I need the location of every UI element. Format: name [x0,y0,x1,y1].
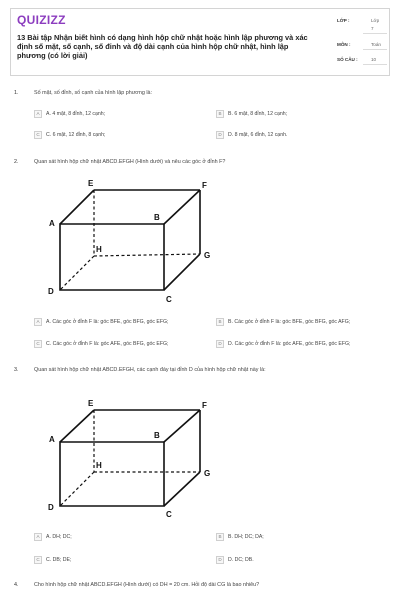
question-2-text: Quan sát hình hộp chữ nhật ABCD.EFGH (Hình dưới) và nêu các góc ở đỉnh F? [34,159,226,165]
vertex-a-label: A [49,219,55,228]
option-letter: B [216,110,224,118]
vertex-h-label: H [96,245,102,254]
question-3-text: Quan sát hình hộp chữ nhật ABCD.EFGH, các cạnh đáy tại đỉnh D của hình hộp chữ nhật này là: [34,367,266,373]
vertex-f-label: F [202,401,207,410]
option-text: D. DC; DB. [228,557,254,563]
question-2-option-d[interactable] [216,340,350,348]
option-letter: B [216,533,224,541]
question-1-option-d[interactable] [216,131,287,139]
worksheet-title: 13 Bài tập Nhận biết hình có dạng hình hộp chữ nhật hoặc hình lập phương và xác định số mặt, số cạnh, số đỉnh và độ dài cạnh của hình hộp chữ nhật, hình lập phương (có lời giải) [17,33,308,60]
question-3-option-c[interactable] [34,556,71,564]
option-letter: C [34,556,42,564]
question-1-option-c[interactable] [34,131,105,139]
count-value: 10 [371,57,377,62]
option-letter: B [216,318,224,326]
vertex-c-label: C [166,510,172,519]
vertex-e-label: E [88,179,94,188]
quizizz-logo: QUIZIZZ [17,13,66,27]
cuboid-figure-2 [44,396,224,520]
option-text: B. 6 mặt, 8 đỉnh, 12 cạnh; [228,111,288,117]
cuboid-solid-edges [60,410,200,506]
question-3-option-d[interactable] [216,556,254,564]
vertex-f-label: F [202,181,207,190]
subject-underline [363,49,387,50]
option-text: C. 6 mặt, 12 đỉnh, 8 cạnh; [46,132,106,138]
option-letter: D [216,556,224,564]
subject-label: MÔN : [337,42,351,47]
vertex-h-label: H [96,461,102,470]
option-text: C. Các góc ở đỉnh F là: góc AFE, góc BFG, góc EFG; [46,341,169,347]
option-letter: C [34,340,42,348]
option-letter: A [34,318,42,326]
option-text: A. 4 mặt, 8 đỉnh, 12 cạnh; [46,111,106,117]
option-text: A. Các góc ở đỉnh F là: góc BFE, góc BFG, góc EFG; [46,319,169,325]
option-text: D. Các góc ở đỉnh F là: góc AFE, góc BFG, góc EFG; [228,341,351,347]
option-text: C. DB; DE; [46,557,72,563]
question-3-number: 3. [14,367,19,373]
class-value: Lớp [371,18,380,23]
option-text: B. Các góc ở đỉnh F là: góc BFE, góc BFG, góc AFG; [228,319,351,325]
question-2-option-b[interactable] [216,318,350,326]
question-4-text: Cho hình hộp chữ nhật ABCD.EFGH (Hình dưới) có DH = 20 cm. Hỏi độ dài CG là bao nhiêu? [34,582,260,588]
vertex-e-label: E [88,399,94,408]
question-1-option-b[interactable] [216,110,287,118]
vertex-g-label: G [204,469,211,478]
option-letter: A [34,110,42,118]
cuboid-figure-1 [44,176,224,304]
cuboid-solid-edges [60,190,200,290]
vertex-b-label: B [154,213,160,222]
option-letter: D [216,131,224,139]
vertex-d-label: D [48,287,54,296]
question-1-text: Số mặt, số đỉnh, số cạnh của hình lập phương là: [34,90,153,96]
question-4-number: 4. [14,582,19,588]
vertex-d-label: D [48,503,54,512]
option-letter: C [34,131,42,139]
question-2-option-a[interactable] [34,318,168,326]
option-letter: D [216,340,224,348]
vertex-a-label: A [49,435,55,444]
vertex-c-label: C [166,295,172,304]
subject-value: Toán [371,42,381,47]
question-1-option-a[interactable] [34,110,105,118]
class-label: LỚP : [337,18,350,23]
vertex-b-label: B [154,431,160,440]
option-letter: A [34,533,42,541]
worksheet-header [10,8,390,76]
question-3-option-a[interactable] [34,533,72,541]
option-text: D. 8 mặt, 6 đỉnh, 12 cạnh. [228,132,288,138]
class-underline [363,33,387,34]
question-1-number: 1. [14,90,19,96]
class-value-number: 7 [371,26,374,31]
question-2-number: 2. [14,159,19,165]
option-text: B. DH; DC; DA; [228,534,264,540]
vertex-g-label: G [204,251,211,260]
count-label: SỐ CÂU : [337,57,358,62]
question-2-option-c[interactable] [34,340,168,348]
option-text: A. DH; DC; [46,534,72,540]
question-3-option-b[interactable] [216,533,264,541]
count-underline [363,64,387,65]
